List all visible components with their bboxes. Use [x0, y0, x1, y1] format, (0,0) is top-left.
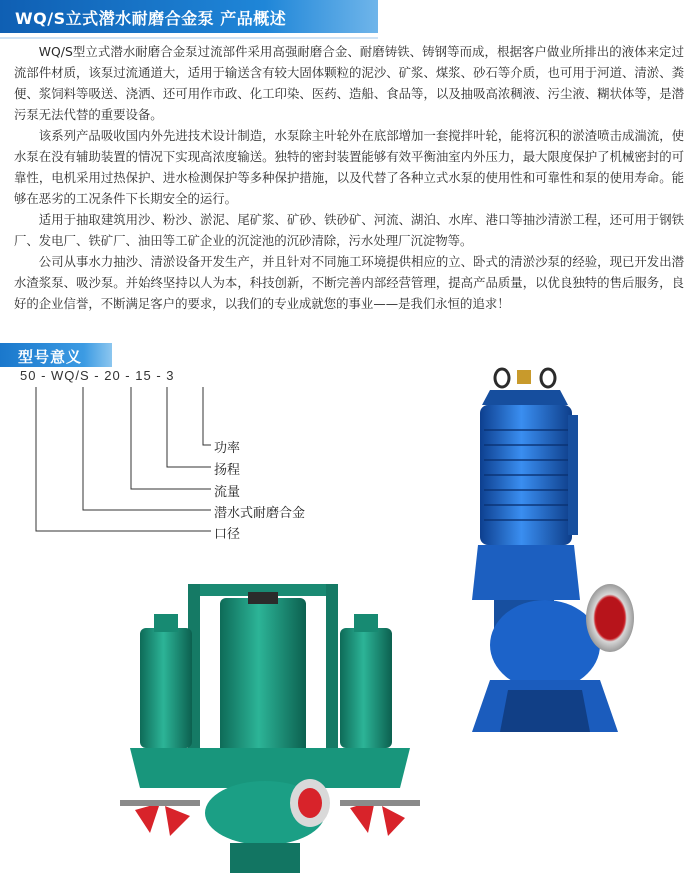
legend-line-flow [131, 387, 211, 489]
legend-type: 潜水式耐磨合金 [214, 506, 306, 521]
green-pump-image [120, 578, 420, 878]
legend-line-head [167, 387, 211, 467]
model-code: 50 - WQ/S - 20 - 15 - 3 [20, 368, 175, 383]
overview-paragraph: 该系列产品吸收国内外先进技术设计制造，水泵除主叶轮外在底部增加一套搅拌叶轮，能将沉积的淤渣喷击成湍流，使水泵在没有辅助装置的情况下实现高浓度输送。独特的密封装置能够有效平衡油室内外压力，最大限度保护了机械密封的可靠性，电机采用过热保护、进水检测保护等多种保护措施，以及代替了各种立式水泵的使用性和可靠性和泵的使用寿命。能够在恶劣的工况条件下长期安全的运行。 [14, 128, 684, 206]
legend-power: 功率 [214, 441, 241, 456]
legend-head: 扬程 [214, 463, 241, 478]
model-section-title: 型号意义 [18, 348, 83, 366]
legend-diameter: 口径 [214, 527, 241, 542]
overview-paragraph: 公司从事水力抽沙、清淤设备开发生产，并且针对不同施工环境提供相应的立、卧式的清淤沙泵的经验，现已开发出潜水渣浆泵、吸沙泵。并始终坚持以人为本，科技创新，不断完善内部经营管理，提高产品质量，以优良独特的售后服务，良好的企业信誉，不断满足客户的要求，以我们的专业成就您的事业——是我们永恒的追求！ [14, 254, 684, 311]
legend-line-type [83, 387, 211, 510]
blue-pump-image [450, 360, 650, 740]
overview-paragraph: WQ/S型立式潜水耐磨合金泵过流部件采用高强耐磨合金、耐磨铸铁、铸钢等而成，根据客户做业所排出的液体来定过流部件材质，该泵过流通道大，适用于输送含有较大固体颗粒的泥沙、矿浆、煤浆、砂石等介质，也可用于河道、清淤、粪便、浆饲料等吸送、浇洒、还可用作市政、化工印染、医药、造船、食品等，以及抽吸高浓稠液、污尘液、糊状体等，是潜污泵无法代替的重要设备。 [14, 44, 684, 122]
legend-line-power [203, 387, 211, 445]
overview-title: WQ/S立式潜水耐磨合金泵 产品概述 [15, 9, 287, 28]
legend-flow: 流量 [214, 485, 241, 500]
overview-paragraph: 适用于抽取建筑用沙、粉沙、淤泥、尾矿浆、矿砂、铁砂矿、河流、湖泊、水库、港口等抽沙清淤工程，还可用于钢铁厂、发电厂、铁矿厂、油田等工矿企业的沉淀池的沉砂清除，污水处理厂沉淀物等。 [14, 212, 684, 248]
legend-line-diameter [36, 387, 211, 531]
